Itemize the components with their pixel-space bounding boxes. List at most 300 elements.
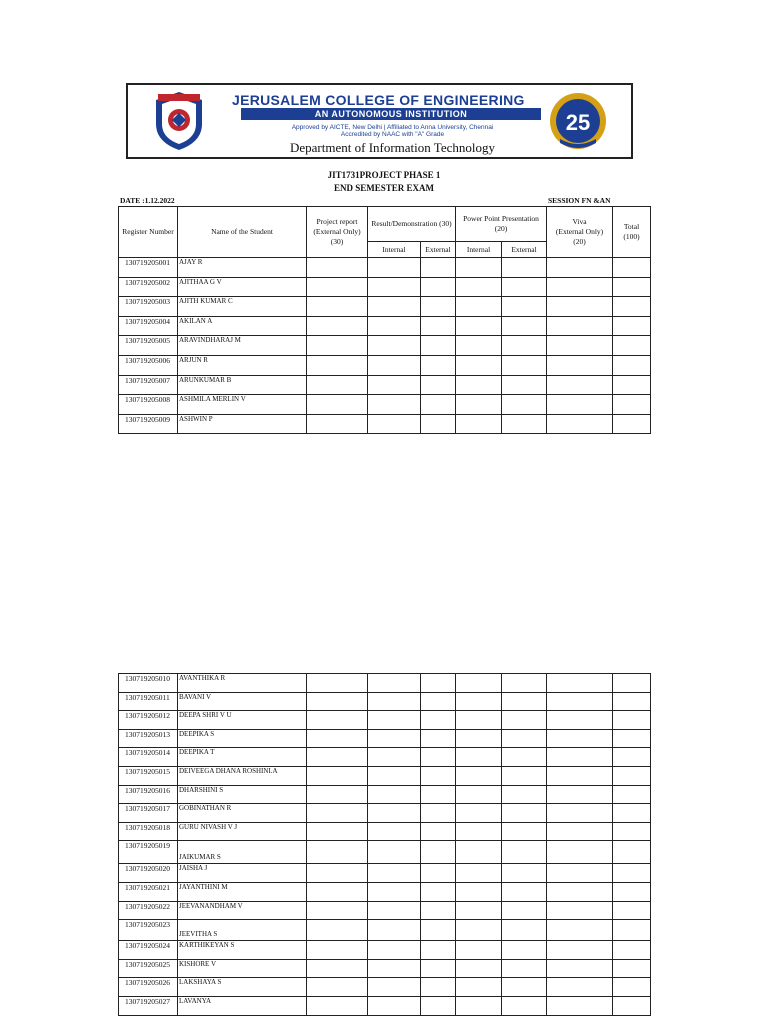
ppt-external-mark-cell[interactable] bbox=[502, 748, 547, 767]
ppt-internal-mark-cell[interactable] bbox=[456, 748, 502, 767]
student-name-cell: DEIVEEGA DHANA ROSHINI.A bbox=[178, 766, 307, 785]
register-number-cell: 130719205025 bbox=[119, 959, 178, 978]
student-name-cell: ARAVINDHARAJ M bbox=[178, 336, 307, 356]
register-number-cell: 130719205006 bbox=[119, 355, 178, 375]
student-name-cell: JEEVANANDHAM V bbox=[178, 901, 307, 920]
viva-mark-cell[interactable] bbox=[547, 882, 613, 901]
result-external-mark-cell[interactable] bbox=[421, 692, 456, 711]
result-external-mark-cell[interactable] bbox=[421, 882, 456, 901]
register-number-cell: 130719205013 bbox=[119, 729, 178, 748]
result-internal-mark-cell[interactable] bbox=[368, 711, 421, 730]
student-name-cell: ARUNKUMAR B bbox=[178, 375, 307, 395]
student-row bbox=[119, 804, 651, 823]
result-internal-mark-cell[interactable] bbox=[368, 414, 421, 434]
student-row bbox=[119, 959, 651, 978]
ppt-external-header: External bbox=[502, 242, 547, 258]
total-mark-cell[interactable] bbox=[613, 864, 651, 883]
exam-session: SESSION FN &AN bbox=[548, 196, 611, 205]
register-number-cell: 130719205005 bbox=[119, 336, 178, 356]
ppt-internal-header: Internal bbox=[456, 242, 502, 258]
ppt-internal-mark-cell[interactable] bbox=[456, 978, 502, 997]
result-external-mark-cell[interactable] bbox=[421, 277, 456, 297]
viva-mark-cell[interactable] bbox=[547, 901, 613, 920]
ppt-external-mark-cell[interactable] bbox=[502, 804, 547, 823]
project-report-mark-cell[interactable] bbox=[307, 258, 368, 278]
register-number-cell: 130719205010 bbox=[119, 674, 178, 693]
ppt-internal-mark-cell[interactable] bbox=[456, 785, 502, 804]
college-emblem-icon bbox=[150, 90, 208, 152]
register-number-cell: 130719205019 bbox=[119, 841, 178, 864]
result-internal-mark-cell[interactable] bbox=[368, 277, 421, 297]
viva-mark-cell[interactable] bbox=[547, 297, 613, 317]
header-line: (20) bbox=[494, 224, 508, 233]
total-mark-cell[interactable] bbox=[613, 785, 651, 804]
viva-mark-cell[interactable] bbox=[547, 920, 613, 941]
ppt-internal-mark-cell[interactable] bbox=[456, 920, 502, 941]
student-name-cell: ASHWIN P bbox=[178, 414, 307, 434]
student-name-cell: AJITHAA G V bbox=[178, 277, 307, 297]
result-external-mark-cell[interactable] bbox=[421, 901, 456, 920]
approval-text bbox=[240, 124, 545, 138]
result-external-mark-cell[interactable] bbox=[421, 959, 456, 978]
student-row bbox=[119, 355, 651, 375]
result-internal-mark-cell[interactable] bbox=[368, 748, 421, 767]
result-internal-mark-cell[interactable] bbox=[368, 395, 421, 415]
student-row bbox=[119, 414, 651, 434]
student-name-cell: JAIKUMAR S bbox=[178, 841, 307, 864]
register-number-cell: 130719205014 bbox=[119, 748, 178, 767]
result-external-mark-cell[interactable] bbox=[421, 804, 456, 823]
result-internal-mark-cell[interactable] bbox=[368, 978, 421, 997]
student-row bbox=[119, 841, 651, 864]
project-report-mark-cell[interactable] bbox=[307, 674, 368, 693]
viva-mark-cell[interactable] bbox=[547, 277, 613, 297]
viva-mark-cell[interactable] bbox=[547, 978, 613, 997]
result-internal-mark-cell[interactable] bbox=[368, 785, 421, 804]
ppt-external-mark-cell[interactable] bbox=[502, 785, 547, 804]
student-name-cell: JAISHA J bbox=[178, 864, 307, 883]
anniversary-badge-icon bbox=[548, 91, 608, 151]
header-line: Project report bbox=[316, 217, 358, 226]
student-row bbox=[119, 711, 651, 730]
project-report-mark-cell[interactable] bbox=[307, 748, 368, 767]
register-number-cell: 130719205024 bbox=[119, 941, 178, 960]
college-banner bbox=[126, 83, 633, 159]
viva-mark-cell[interactable] bbox=[547, 822, 613, 841]
ppt-internal-mark-cell[interactable] bbox=[456, 959, 502, 978]
student-name-cell: DHARSHINI S bbox=[178, 785, 307, 804]
result-internal-mark-cell[interactable] bbox=[368, 375, 421, 395]
total-mark-cell[interactable] bbox=[613, 395, 651, 415]
viva-mark-cell[interactable] bbox=[547, 395, 613, 415]
college-name: JERUSALEM COLLEGE OF ENGINEERING bbox=[232, 92, 525, 108]
register-number-cell: 130719205027 bbox=[119, 996, 178, 1015]
ppt-internal-mark-cell[interactable] bbox=[456, 882, 502, 901]
total-mark-cell[interactable] bbox=[613, 841, 651, 864]
total-mark-cell[interactable] bbox=[613, 711, 651, 730]
total-mark-cell[interactable] bbox=[613, 729, 651, 748]
register-number-cell: 130719205022 bbox=[119, 901, 178, 920]
anniversary-number: 25 bbox=[565, 110, 591, 135]
student-row bbox=[119, 674, 651, 693]
ppt-external-mark-cell[interactable] bbox=[502, 297, 547, 317]
header-line: Viva bbox=[572, 217, 587, 226]
project-report-mark-cell[interactable] bbox=[307, 920, 368, 941]
ppt-external-mark-cell[interactable] bbox=[502, 996, 547, 1015]
header-line: Power Point Presentation bbox=[463, 214, 539, 223]
result-external-mark-cell[interactable] bbox=[421, 316, 456, 336]
ppt-external-mark-cell[interactable] bbox=[502, 941, 547, 960]
result-internal-mark-cell[interactable] bbox=[368, 804, 421, 823]
ppt-internal-mark-cell[interactable] bbox=[456, 674, 502, 693]
project-report-mark-cell[interactable] bbox=[307, 375, 368, 395]
ppt-internal-mark-cell[interactable] bbox=[456, 711, 502, 730]
ppt-internal-mark-cell[interactable] bbox=[456, 692, 502, 711]
ppt-internal-mark-cell[interactable] bbox=[456, 864, 502, 883]
project-report-mark-cell[interactable] bbox=[307, 996, 368, 1015]
result-external-mark-cell[interactable] bbox=[421, 978, 456, 997]
viva-mark-cell[interactable] bbox=[547, 692, 613, 711]
register-number-cell: 130719205003 bbox=[119, 297, 178, 317]
student-row bbox=[119, 996, 651, 1015]
student-row bbox=[119, 920, 651, 941]
student-row bbox=[119, 729, 651, 748]
total-mark-cell[interactable] bbox=[613, 375, 651, 395]
student-name-cell: GOBINATHAN R bbox=[178, 804, 307, 823]
register-number-cell: 130719205004 bbox=[119, 316, 178, 336]
result-external-mark-cell[interactable] bbox=[421, 395, 456, 415]
register-number-cell: 130719205002 bbox=[119, 277, 178, 297]
register-number-cell: 130719205017 bbox=[119, 804, 178, 823]
result-internal-mark-cell[interactable] bbox=[368, 996, 421, 1015]
approval-line: Approved by AICTE, New Delhi | Affiliated to Anna University, Chennai bbox=[291, 124, 494, 131]
student-row bbox=[119, 692, 651, 711]
header-line: (30) bbox=[330, 237, 344, 246]
total-mark-cell[interactable] bbox=[613, 316, 651, 336]
student-row bbox=[119, 766, 651, 785]
viva-mark-cell[interactable] bbox=[547, 355, 613, 375]
total-mark-cell[interactable] bbox=[613, 882, 651, 901]
project-report-mark-cell[interactable] bbox=[307, 711, 368, 730]
project-report-header bbox=[307, 207, 368, 258]
ppt-external-mark-cell[interactable] bbox=[502, 711, 547, 730]
project-report-mark-cell[interactable] bbox=[307, 864, 368, 883]
total-mark-cell[interactable] bbox=[613, 414, 651, 434]
register-number-cell: 130719205021 bbox=[119, 882, 178, 901]
register-number-cell: 130719205026 bbox=[119, 978, 178, 997]
ppt-external-mark-cell[interactable] bbox=[502, 395, 547, 415]
total-header bbox=[613, 207, 651, 258]
student-name-cell: GURU NIVASH V J bbox=[178, 822, 307, 841]
project-report-mark-cell[interactable] bbox=[307, 959, 368, 978]
result-external-mark-cell[interactable] bbox=[421, 996, 456, 1015]
result-external-mark-cell[interactable] bbox=[421, 711, 456, 730]
ppt-external-mark-cell[interactable] bbox=[502, 920, 547, 941]
ppt-external-mark-cell[interactable] bbox=[502, 841, 547, 864]
total-mark-cell[interactable] bbox=[613, 277, 651, 297]
student-row bbox=[119, 375, 651, 395]
ppt-internal-mark-cell[interactable] bbox=[456, 277, 502, 297]
project-report-mark-cell[interactable] bbox=[307, 766, 368, 785]
register-number-cell: 130719205023 bbox=[119, 920, 178, 941]
total-mark-cell[interactable] bbox=[613, 822, 651, 841]
student-name-cell: DEEPIKA S bbox=[178, 729, 307, 748]
header-line: (External Only) bbox=[555, 227, 604, 236]
project-report-mark-cell[interactable] bbox=[307, 316, 368, 336]
viva-mark-cell[interactable] bbox=[547, 748, 613, 767]
viva-mark-cell[interactable] bbox=[547, 258, 613, 278]
result-external-mark-cell[interactable] bbox=[421, 822, 456, 841]
viva-mark-cell[interactable] bbox=[547, 785, 613, 804]
viva-mark-cell[interactable] bbox=[547, 729, 613, 748]
student-row bbox=[119, 785, 651, 804]
result-internal-mark-cell[interactable] bbox=[368, 258, 421, 278]
ppt-external-mark-cell[interactable] bbox=[502, 674, 547, 693]
register-number-cell: 130719205008 bbox=[119, 395, 178, 415]
ppt-external-mark-cell[interactable] bbox=[502, 336, 547, 356]
total-mark-cell[interactable] bbox=[613, 941, 651, 960]
ppt-external-mark-cell[interactable] bbox=[502, 901, 547, 920]
total-mark-cell[interactable] bbox=[613, 297, 651, 317]
ppt-internal-mark-cell[interactable] bbox=[456, 336, 502, 356]
viva-mark-cell[interactable] bbox=[547, 841, 613, 864]
student-row bbox=[119, 941, 651, 960]
student-row bbox=[119, 395, 651, 415]
total-mark-cell[interactable] bbox=[613, 258, 651, 278]
viva-mark-cell[interactable] bbox=[547, 941, 613, 960]
result-external-mark-cell[interactable] bbox=[421, 729, 456, 748]
ppt-internal-mark-cell[interactable] bbox=[456, 355, 502, 375]
result-external-mark-cell[interactable] bbox=[421, 941, 456, 960]
total-mark-cell[interactable] bbox=[613, 920, 651, 941]
project-report-mark-cell[interactable] bbox=[307, 414, 368, 434]
result-internal-mark-cell[interactable] bbox=[368, 297, 421, 317]
result-internal-mark-cell[interactable] bbox=[368, 729, 421, 748]
viva-mark-cell[interactable] bbox=[547, 711, 613, 730]
exam-title: JIT1731PROJECT PHASE 1 bbox=[327, 170, 441, 180]
ppt-internal-mark-cell[interactable] bbox=[456, 297, 502, 317]
student-row bbox=[119, 864, 651, 883]
result-demo-header: Result/Demonstration (30) bbox=[368, 207, 456, 242]
student-row bbox=[119, 748, 651, 767]
result-external-mark-cell[interactable] bbox=[421, 766, 456, 785]
total-mark-cell[interactable] bbox=[613, 804, 651, 823]
student-name-cell: KARTHIKEYAN S bbox=[178, 941, 307, 960]
project-report-mark-cell[interactable] bbox=[307, 804, 368, 823]
ppt-external-mark-cell[interactable] bbox=[502, 414, 547, 434]
viva-mark-cell[interactable] bbox=[547, 804, 613, 823]
exam-subtitle: END SEMESTER EXAM bbox=[333, 183, 434, 193]
ppt-external-mark-cell[interactable] bbox=[502, 729, 547, 748]
result-internal-mark-cell[interactable] bbox=[368, 674, 421, 693]
project-report-mark-cell[interactable] bbox=[307, 277, 368, 297]
student-name-cell: ASHMILA MERLIN V bbox=[178, 395, 307, 415]
student-name-cell: AJAY R bbox=[178, 258, 307, 278]
ppt-internal-mark-cell[interactable] bbox=[456, 395, 502, 415]
register-number-cell: 130719205018 bbox=[119, 822, 178, 841]
project-report-mark-cell[interactable] bbox=[307, 901, 368, 920]
student-name-cell: AVANTHIKA R bbox=[178, 674, 307, 693]
register-number-cell: 130719205020 bbox=[119, 864, 178, 883]
result-internal-mark-cell[interactable] bbox=[368, 766, 421, 785]
ppt-external-mark-cell[interactable] bbox=[502, 864, 547, 883]
student-name-cell: LAKSHAYA S bbox=[178, 978, 307, 997]
ppt-internal-mark-cell[interactable] bbox=[456, 901, 502, 920]
viva-mark-cell[interactable] bbox=[547, 316, 613, 336]
result-internal-mark-cell[interactable] bbox=[368, 841, 421, 864]
accreditation-line: Accredited by NAAC with "A" Grade bbox=[340, 131, 445, 138]
autonomous-label: AN AUTONOMOUS INSTITUTION bbox=[241, 108, 541, 120]
ppt-external-mark-cell[interactable] bbox=[502, 277, 547, 297]
project-report-mark-cell[interactable] bbox=[307, 395, 368, 415]
result-external-mark-cell[interactable] bbox=[421, 414, 456, 434]
ppt-internal-mark-cell[interactable] bbox=[456, 822, 502, 841]
ppt-internal-mark-cell[interactable] bbox=[456, 766, 502, 785]
total-mark-cell[interactable] bbox=[613, 355, 651, 375]
result-internal-mark-cell[interactable] bbox=[368, 336, 421, 356]
marks-table bbox=[118, 206, 651, 434]
project-report-mark-cell[interactable] bbox=[307, 941, 368, 960]
register-number-cell: 130719205001 bbox=[119, 258, 178, 278]
total-mark-cell[interactable] bbox=[613, 336, 651, 356]
result-external-mark-cell[interactable] bbox=[421, 336, 456, 356]
total-mark-cell[interactable] bbox=[613, 674, 651, 693]
project-report-mark-cell[interactable] bbox=[307, 729, 368, 748]
viva-mark-cell[interactable] bbox=[547, 336, 613, 356]
student-name-cell: BAVANI V bbox=[178, 692, 307, 711]
result-internal-mark-cell[interactable] bbox=[368, 692, 421, 711]
project-report-mark-cell[interactable] bbox=[307, 785, 368, 804]
result-external-mark-cell[interactable] bbox=[421, 258, 456, 278]
result-external-mark-cell[interactable] bbox=[421, 355, 456, 375]
result-external-mark-cell[interactable] bbox=[421, 297, 456, 317]
ppt-internal-mark-cell[interactable] bbox=[456, 941, 502, 960]
total-mark-cell[interactable] bbox=[613, 996, 651, 1015]
ppt-external-mark-cell[interactable] bbox=[502, 766, 547, 785]
result-internal-mark-cell[interactable] bbox=[368, 355, 421, 375]
ppt-internal-mark-cell[interactable] bbox=[456, 316, 502, 336]
project-report-mark-cell[interactable] bbox=[307, 882, 368, 901]
result-internal-mark-cell[interactable] bbox=[368, 959, 421, 978]
viva-mark-cell[interactable] bbox=[547, 959, 613, 978]
result-internal-mark-cell[interactable] bbox=[368, 316, 421, 336]
ppt-header bbox=[456, 207, 547, 242]
student-row bbox=[119, 258, 651, 278]
ppt-external-mark-cell[interactable] bbox=[502, 822, 547, 841]
register-number-cell: 130719205012 bbox=[119, 711, 178, 730]
ppt-external-mark-cell[interactable] bbox=[502, 375, 547, 395]
student-name-cell: AJITH KUMAR C bbox=[178, 297, 307, 317]
ppt-external-mark-cell[interactable] bbox=[502, 978, 547, 997]
project-report-mark-cell[interactable] bbox=[307, 692, 368, 711]
ppt-internal-mark-cell[interactable] bbox=[456, 414, 502, 434]
total-mark-cell[interactable] bbox=[613, 692, 651, 711]
project-report-mark-cell[interactable] bbox=[307, 355, 368, 375]
result-external-mark-cell[interactable] bbox=[421, 375, 456, 395]
total-mark-cell[interactable] bbox=[613, 748, 651, 767]
result-external-mark-cell[interactable] bbox=[421, 674, 456, 693]
ppt-internal-mark-cell[interactable] bbox=[456, 375, 502, 395]
register-number-cell: 130719205016 bbox=[119, 785, 178, 804]
viva-mark-cell[interactable] bbox=[547, 864, 613, 883]
student-row bbox=[119, 882, 651, 901]
total-mark-cell[interactable] bbox=[613, 766, 651, 785]
ppt-internal-mark-cell[interactable] bbox=[456, 258, 502, 278]
viva-header bbox=[547, 207, 613, 258]
student-name-cell: ARJUN R bbox=[178, 355, 307, 375]
register-number-cell: 130719205007 bbox=[119, 375, 178, 395]
result-internal-mark-cell[interactable] bbox=[368, 864, 421, 883]
result-external-mark-cell[interactable] bbox=[421, 920, 456, 941]
header-line: (100) bbox=[623, 232, 640, 241]
viva-mark-cell[interactable] bbox=[547, 766, 613, 785]
result-external-mark-cell[interactable] bbox=[421, 841, 456, 864]
result-internal-mark-cell[interactable] bbox=[368, 901, 421, 920]
ppt-internal-mark-cell[interactable] bbox=[456, 841, 502, 864]
ppt-external-mark-cell[interactable] bbox=[502, 316, 547, 336]
exam-date: DATE :1.12.2022 bbox=[120, 196, 175, 205]
viva-mark-cell[interactable] bbox=[547, 375, 613, 395]
result-internal-mark-cell[interactable] bbox=[368, 920, 421, 941]
register-number-cell: 130719205011 bbox=[119, 692, 178, 711]
student-row bbox=[119, 277, 651, 297]
result-external-header: External bbox=[421, 242, 456, 258]
project-report-mark-cell[interactable] bbox=[307, 822, 368, 841]
student-row bbox=[119, 822, 651, 841]
viva-mark-cell[interactable] bbox=[547, 674, 613, 693]
student-row bbox=[119, 336, 651, 356]
ppt-internal-mark-cell[interactable] bbox=[456, 729, 502, 748]
ppt-external-mark-cell[interactable] bbox=[502, 355, 547, 375]
ppt-internal-mark-cell[interactable] bbox=[456, 804, 502, 823]
header-line: (External Only) bbox=[313, 227, 361, 236]
result-external-mark-cell[interactable] bbox=[421, 748, 456, 767]
register-number-cell: 130719205009 bbox=[119, 414, 178, 434]
viva-mark-cell[interactable] bbox=[547, 414, 613, 434]
register-number-cell: 130719205015 bbox=[119, 766, 178, 785]
total-mark-cell[interactable] bbox=[613, 959, 651, 978]
student-row bbox=[119, 297, 651, 317]
header-line: Total bbox=[623, 222, 640, 231]
ppt-external-mark-cell[interactable] bbox=[502, 258, 547, 278]
project-report-mark-cell[interactable] bbox=[307, 841, 368, 864]
project-report-mark-cell[interactable] bbox=[307, 336, 368, 356]
project-report-mark-cell[interactable] bbox=[307, 978, 368, 997]
ppt-external-mark-cell[interactable] bbox=[502, 692, 547, 711]
student-row bbox=[119, 978, 651, 997]
result-external-mark-cell[interactable] bbox=[421, 864, 456, 883]
project-report-mark-cell[interactable] bbox=[307, 297, 368, 317]
register-number-header: Register Number bbox=[119, 207, 178, 258]
department-name: Department of Information Technology bbox=[290, 140, 495, 155]
student-name-cell: AKILAN A bbox=[178, 316, 307, 336]
student-name-cell: LAVANYA bbox=[178, 996, 307, 1015]
result-internal-mark-cell[interactable] bbox=[368, 941, 421, 960]
student-name-cell: JAYANTHINI M bbox=[178, 882, 307, 901]
total-mark-cell[interactable] bbox=[613, 978, 651, 997]
ppt-external-mark-cell[interactable] bbox=[502, 882, 547, 901]
ppt-internal-mark-cell[interactable] bbox=[456, 996, 502, 1015]
header-line: (20) bbox=[573, 237, 586, 246]
ppt-external-mark-cell[interactable] bbox=[502, 959, 547, 978]
result-external-mark-cell[interactable] bbox=[421, 785, 456, 804]
student-name-cell: DEEPIKA T bbox=[178, 748, 307, 767]
total-mark-cell[interactable] bbox=[613, 901, 651, 920]
result-internal-header: Internal bbox=[368, 242, 421, 258]
viva-mark-cell[interactable] bbox=[547, 996, 613, 1015]
result-internal-mark-cell[interactable] bbox=[368, 822, 421, 841]
result-internal-mark-cell[interactable] bbox=[368, 882, 421, 901]
